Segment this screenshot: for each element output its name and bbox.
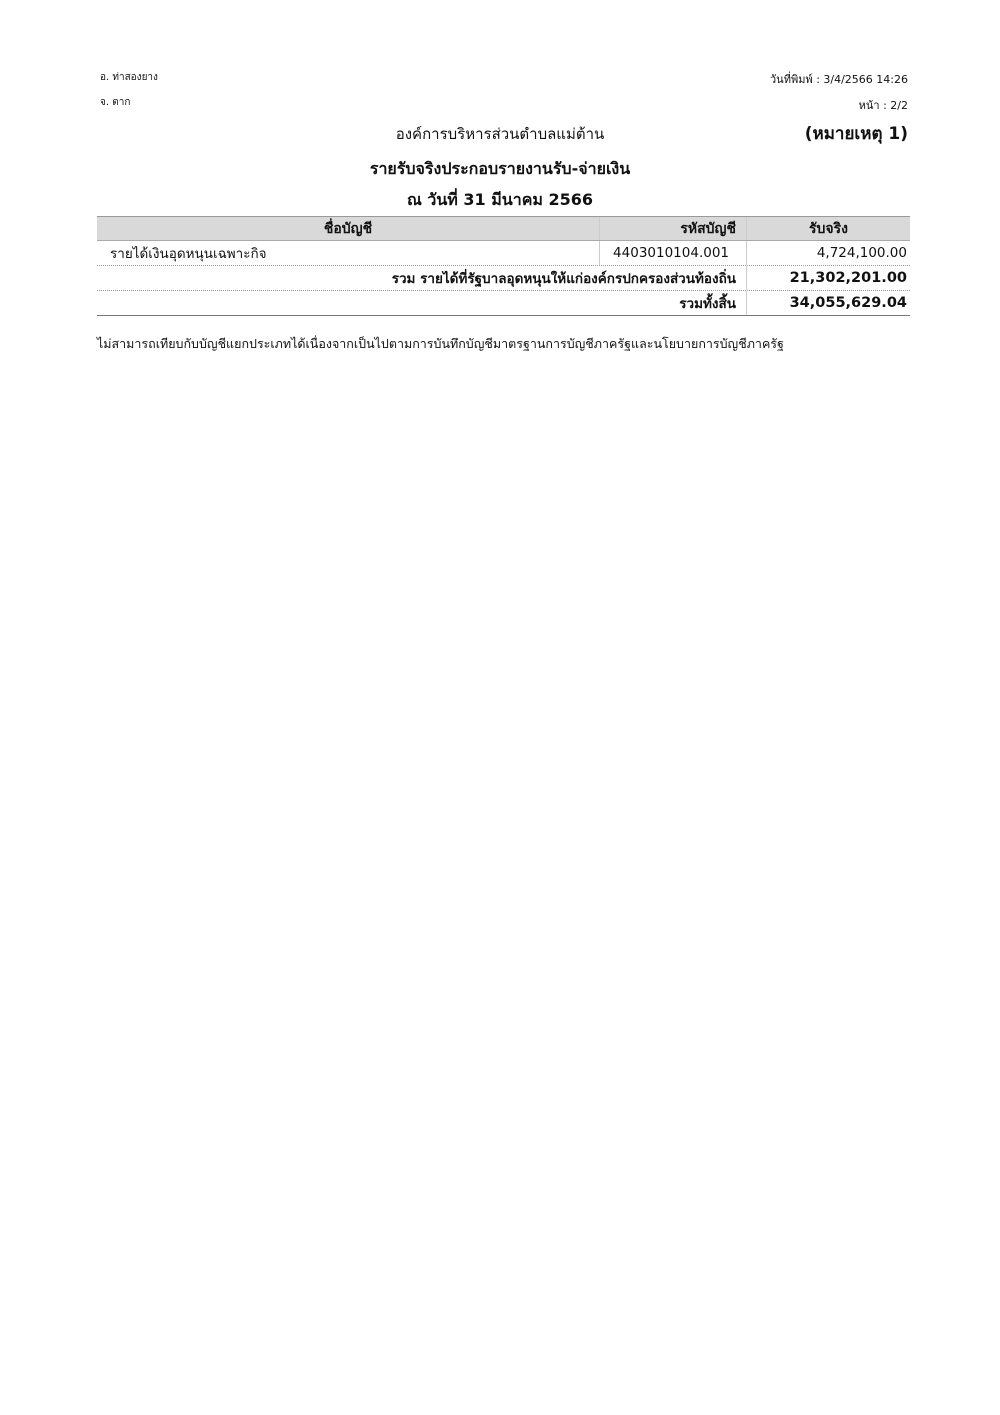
header-amount: รับจริง: [746, 217, 910, 240]
header-account-code: รหัสบัญชี: [599, 217, 746, 240]
district-label: อ. ท่าสองยาง: [100, 72, 158, 83]
account-amount: 4,724,100.00: [746, 241, 910, 265]
table-row: [97, 241, 910, 265]
footnote: ไม่สามารถเทียบกับบัญชีแยกประเภทได้เนื่องจากเป็นไปตามการบันทึกบัญชีมาตรฐานการบัญชีภาครัฐและนโยบายการบัญชีภาครัฐ: [97, 336, 784, 351]
grand-total-label: รวมทั้งสิ้น: [679, 296, 736, 312]
page-number: หน้า : 2/2: [858, 99, 908, 112]
header-account-name: ชื่อบัญชี: [323, 220, 373, 237]
revenue-table: [97, 216, 910, 316]
report-title: รายรับจริงประกอบรายงานรับ-จ่ายเงิน: [369, 159, 631, 178]
account-code: 4403010104.001: [599, 241, 746, 265]
grand-total-amount: 34,055,629.04: [746, 291, 910, 315]
subtotal-row: [97, 265, 910, 290]
grand-total-row: [97, 290, 910, 316]
account-name: รายได้เงินอุดหนุนเฉพาะกิจ: [110, 246, 267, 262]
subtotal-amount: 21,302,201.00: [746, 266, 910, 290]
note-tag: (หมายเหตุ 1): [804, 124, 908, 144]
report-date: ณ วันที่ 31 มีนาคม 2566: [406, 190, 594, 209]
table-header: [97, 216, 910, 241]
print-date: วันที่พิมพ์ : 3/4/2566 14:26: [770, 73, 908, 86]
province-label: จ. ตาก: [100, 97, 131, 108]
subtotal-label: รวม รายได้ที่รัฐบาลอุดหนุนให้แก่องค์กรปกครองส่วนท้องถิ่น: [391, 271, 736, 287]
organization-name: องค์การบริหารส่วนตำบลแม่ต้าน: [395, 125, 605, 143]
